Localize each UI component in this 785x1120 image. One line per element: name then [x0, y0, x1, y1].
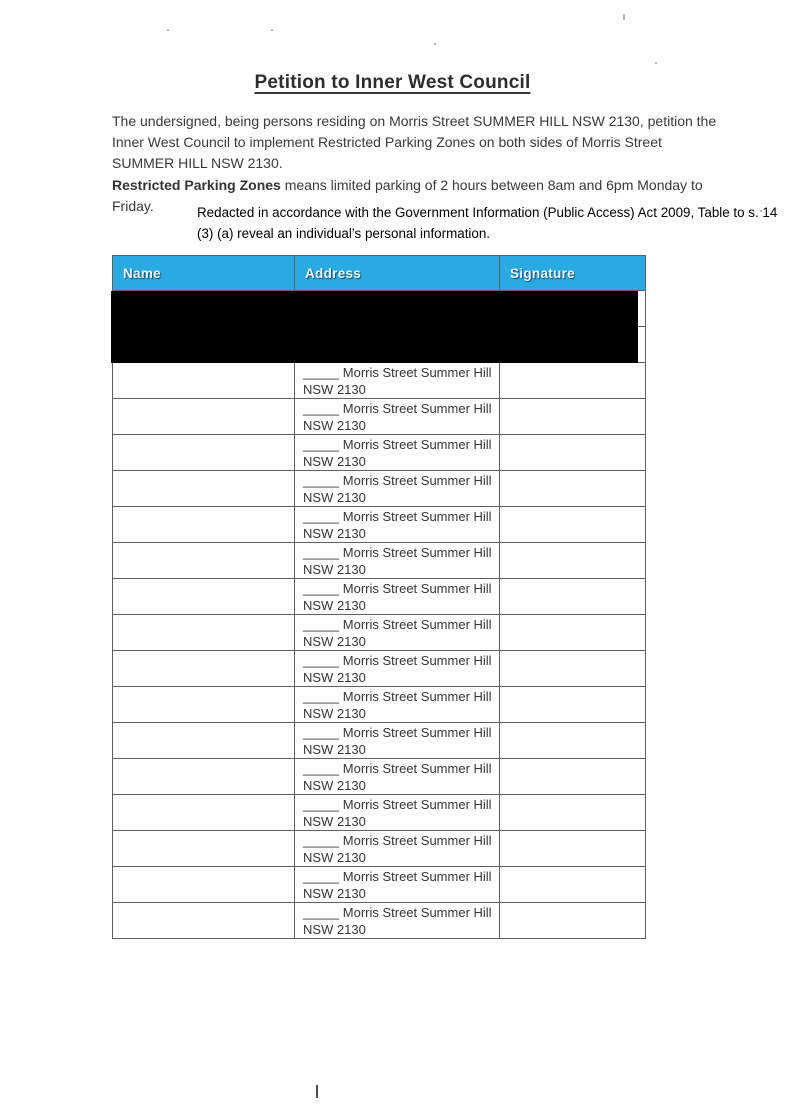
address-cell: _____ Morris Street Summer Hill NSW 2130	[295, 435, 500, 471]
table-row	[113, 759, 646, 795]
signature-cell	[500, 687, 646, 723]
intro-line: Inner West Council to implement Restricted Parking Zones on both sides of Morris Street	[112, 134, 662, 150]
redaction-block	[111, 291, 638, 363]
table-row	[113, 795, 646, 831]
signature-cell	[500, 903, 646, 939]
petition-table-header	[113, 256, 646, 291]
intro-line: SUMMER HILL NSW 2130.	[112, 155, 283, 171]
table-row	[113, 687, 646, 723]
signature-cell	[500, 399, 646, 435]
name-cell	[113, 795, 295, 831]
table-row	[113, 471, 646, 507]
table-row	[113, 651, 646, 687]
signature-cell	[500, 831, 646, 867]
table-row	[113, 507, 646, 543]
intro-line: The undersigned, being persons residing on Morris Street SUMMER HILL NSW 2130, petition the	[112, 113, 717, 129]
scan-artifact-tick	[316, 1085, 318, 1098]
table-row	[113, 867, 646, 903]
address-cell: _____ Morris Street Summer Hill NSW 2130	[295, 543, 500, 579]
signature-cell	[500, 507, 646, 543]
name-cell	[113, 723, 295, 759]
signature-cell	[500, 867, 646, 903]
address-cell: _____ Morris Street Summer Hill NSW 2130	[295, 903, 500, 939]
name-cell	[113, 903, 295, 939]
table-row	[113, 831, 646, 867]
name-cell	[113, 435, 295, 471]
name-cell	[113, 831, 295, 867]
signature-cell	[500, 363, 646, 399]
table-row	[113, 543, 646, 579]
name-cell	[113, 651, 295, 687]
redaction-note	[197, 202, 777, 244]
definition-line: Friday.	[112, 198, 154, 214]
name-cell	[113, 687, 295, 723]
address-cell: _____ Morris Street Summer Hill NSW 2130	[295, 399, 500, 435]
signature-cell	[500, 471, 646, 507]
signature-cell	[500, 543, 646, 579]
name-cell	[113, 615, 295, 651]
address-cell: _____ Morris Street Summer Hill NSW 2130	[295, 579, 500, 615]
signature-cell	[500, 795, 646, 831]
column-header-signature: Signature	[500, 256, 646, 291]
address-cell: _____ Morris Street Summer Hill NSW 2130	[295, 471, 500, 507]
table-row	[113, 579, 646, 615]
name-cell	[113, 507, 295, 543]
address-cell: _____ Morris Street Summer Hill NSW 2130	[295, 363, 500, 399]
address-cell: _____ Morris Street Summer Hill NSW 2130	[295, 759, 500, 795]
table-row	[113, 903, 646, 939]
address-cell: _____ Morris Street Summer Hill NSW 2130	[295, 651, 500, 687]
address-cell: _____ Morris Street Summer Hill NSW 2130	[295, 723, 500, 759]
signature-cell	[500, 579, 646, 615]
signature-cell	[500, 723, 646, 759]
table-row	[113, 615, 646, 651]
name-cell	[113, 867, 295, 903]
intro-paragraph	[112, 111, 716, 174]
address-cell: _____ Morris Street Summer Hill NSW 2130	[295, 507, 500, 543]
page-title	[0, 72, 785, 94]
address-cell: _____ Morris Street Summer Hill NSW 2130	[295, 867, 500, 903]
address-cell: _____ Morris Street Summer Hill NSW 2130	[295, 795, 500, 831]
definition-rest: means limited parking of 2 hours between 8am and 6pm Monday to	[280, 177, 703, 193]
redaction-note-line: (3) (a) reveal an individual’s personal information.	[197, 226, 491, 241]
name-cell	[113, 579, 295, 615]
scan-speck	[655, 62, 657, 64]
definition-line	[112, 175, 703, 196]
address-cell: _____ Morris Street Summer Hill NSW 2130	[295, 831, 500, 867]
name-cell	[113, 759, 295, 795]
page-title-text: Petition to Inner West Council	[254, 72, 531, 93]
signature-cell	[500, 651, 646, 687]
name-cell	[113, 471, 295, 507]
scan-speck	[167, 29, 169, 31]
signature-cell	[500, 435, 646, 471]
table-row	[113, 435, 646, 471]
address-cell: _____ Morris Street Summer Hill NSW 2130	[295, 687, 500, 723]
name-cell	[113, 543, 295, 579]
signature-cell	[500, 615, 646, 651]
scan-speck	[271, 29, 273, 31]
table-row	[113, 399, 646, 435]
column-header-address: Address	[295, 256, 500, 291]
scan-speck	[623, 14, 625, 20]
definition-term: Restricted Parking Zones	[112, 177, 281, 193]
signature-cell	[500, 759, 646, 795]
redaction-note-line: Redacted in accordance with the Government Information (Public Access) Act 2009, Table to s. 14	[197, 205, 778, 220]
name-cell	[113, 399, 295, 435]
name-cell	[113, 363, 295, 399]
table-row	[113, 363, 646, 399]
scan-speck	[434, 43, 436, 45]
address-cell: _____ Morris Street Summer Hill NSW 2130	[295, 615, 500, 651]
column-header-name: Name	[113, 256, 295, 291]
table-row	[113, 723, 646, 759]
